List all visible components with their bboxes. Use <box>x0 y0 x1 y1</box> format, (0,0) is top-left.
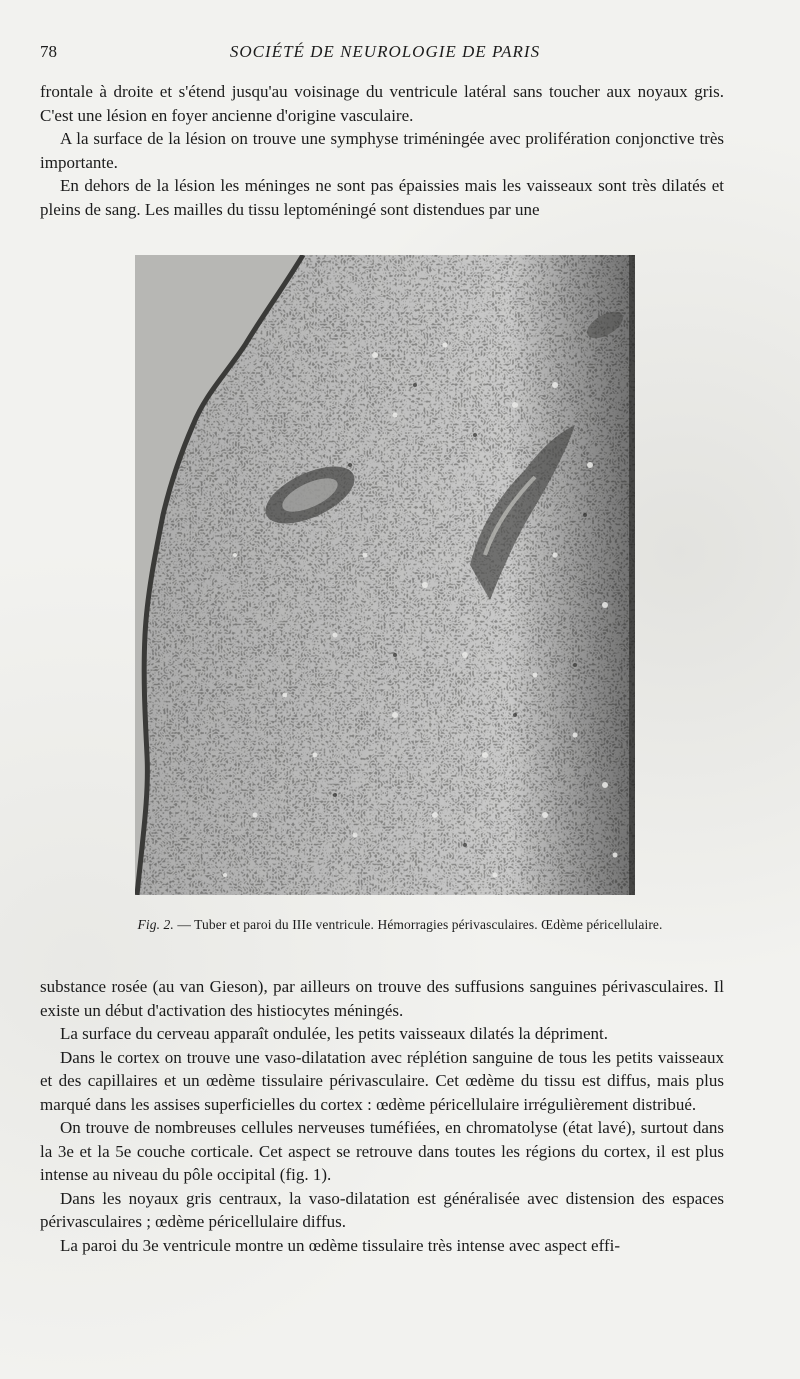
page-header <box>40 42 730 66</box>
paragraph: La paroi du 3e ventricule montre un œdème tissulaire très intense avec aspect effi- <box>60 1235 620 1255</box>
paragraph: A la surface de la lésion on trouve une symphyse triméningée avec prolifération conjonctive très importante. <box>40 129 724 172</box>
body-text-bottom <box>40 975 724 1257</box>
page-number: 78 <box>40 42 57 61</box>
paragraph: On trouve de nombreuses cellules nerveuses tuméfiées, en chromatolyse (état lavé), surtout dans la 3e et la 5e couche corticale. Cet aspect se retrouve dans toutes les régions du cortex, il est plus intense au niveau du pôle occipital (fig. 1). <box>40 1118 724 1184</box>
running-title: SOCIÉTÉ DE NEUROLOGIE DE PARIS <box>229 42 541 61</box>
figure-caption-text: — Tuber et paroi du IIIe ventricule. Hémorragies périvasculaires. Œdème péricellulaire. <box>177 917 663 932</box>
figure-label: Fig. 2. <box>137 917 174 932</box>
micrograph-image <box>135 255 635 895</box>
body-text-top <box>40 80 724 221</box>
paragraph: substance rosée (au van Gieson), par ailleurs on trouve des suffusions sanguines périvasculaires. Il existe un début d'activation des histiocytes méningés. <box>40 977 724 1020</box>
paragraph: frontale à droite et s'étend jusqu'au voisinage du ventricule latéral sans toucher aux noyaux gris. C'est une lésion en foyer ancienne d'origine vasculaire. <box>40 82 724 125</box>
micrograph-figure <box>135 255 635 895</box>
figure-caption <box>40 917 760 933</box>
paragraph: En dehors de la lésion les méninges ne sont pas épaissies mais les vaisseaux sont très dilatés et pleins de sang. Les mailles du tissu leptoméningé sont distendues par une <box>40 176 724 219</box>
paragraph: La surface du cerveau apparaît ondulée, les petits vaisseaux dilatés la dépriment. <box>60 1024 609 1043</box>
paragraph: Dans les noyaux gris centraux, la vaso-dilatation est généralisée avec distension des espaces périvasculaires ; œdème péricellulaire diffus. <box>40 1188 724 1231</box>
paragraph: Dans le cortex on trouve une vaso-dilatation avec réplétion sanguine de tous les petits vaisseaux et des capillaires et un œdème tissulaire périvasculaire. Cet œdème du tissu est diffus, mais plus marqué dans les assises superficielles du cortex : œdème péricellulaire irrégulièrement distribué. <box>40 1047 724 1114</box>
